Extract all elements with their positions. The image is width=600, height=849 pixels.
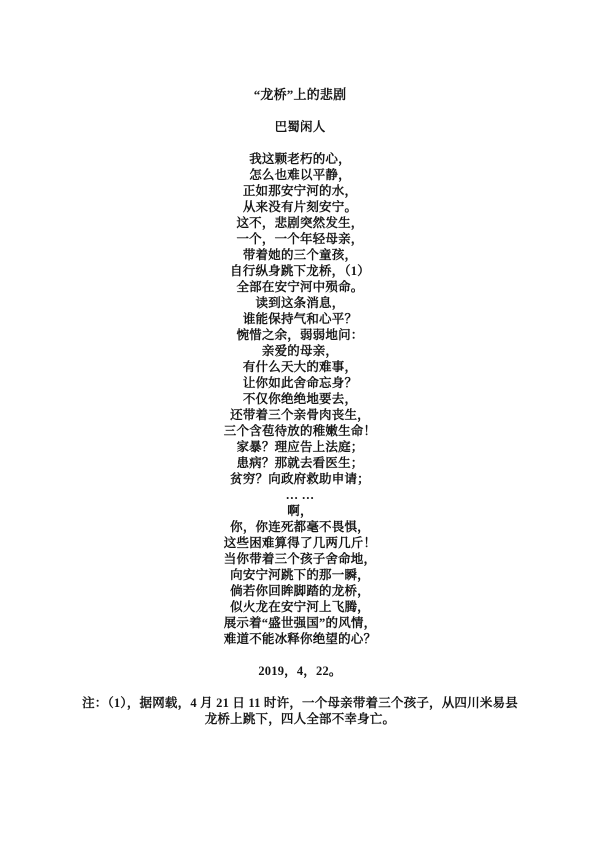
poem-line: 从来没有片刻安宁。 xyxy=(242,200,358,214)
poem-line: 自行纵身跳下龙桥，（1） xyxy=(230,264,370,278)
poem-line: 倘若你回眸脚踏的龙桥， xyxy=(230,584,370,598)
poem-line: 贫穷？向政府救助申请； xyxy=(230,472,370,486)
poem-line: 家暴？理应告上法庭； xyxy=(236,440,364,454)
poem-line: 难道不能冰释你绝望的心？ xyxy=(223,632,377,646)
poem-line: 患病？那就去看医生； xyxy=(236,456,364,470)
poem-line: 不仅你绝绝地要去， xyxy=(242,392,358,406)
poem-line: 正如那安宁河的水， xyxy=(242,184,358,198)
poem-line: 带着她的三个童孩， xyxy=(242,248,358,262)
poem-line: 这不，悲剧突然发生， xyxy=(236,216,364,230)
poem-line: 向安宁河跳下的那一瞬， xyxy=(230,568,370,582)
poem-line: 还带着三个亲骨肉丧生， xyxy=(230,408,370,422)
poem-line: 有什么天大的难事， xyxy=(242,360,358,374)
poem-line: 当你带着三个孩子舍命地， xyxy=(223,552,377,566)
poem-line: 啊， xyxy=(287,504,313,518)
poem-line: … … xyxy=(285,488,315,502)
poem-line: 一个，一个年轻母亲， xyxy=(236,232,364,246)
poem-line: 三个含苞待放的稚嫩生命！ xyxy=(223,424,377,438)
poem-line: 全部在安宁河中殒命。 xyxy=(236,280,364,294)
poem-line: 我这颗老朽的心， xyxy=(249,152,351,166)
poem-line: 怎么也难以平静， xyxy=(249,168,351,182)
author-name: 巴蜀闲人 xyxy=(274,120,326,134)
poem-line: 亲爱的母亲， xyxy=(261,344,339,358)
poem-line: 惋惜之余，弱弱地问： xyxy=(236,328,364,342)
poem-line: 让你如此舍命忘身？ xyxy=(242,376,358,390)
poem-line: 这些困难算得了几两几斤！ xyxy=(223,536,377,550)
poem-line: 似火龙在安宁河上飞腾， xyxy=(230,600,370,614)
poem-line: 谁能保持气和心平？ xyxy=(242,312,358,326)
poem-body xyxy=(0,151,600,647)
page-title: “龙桥”上的悲剧 xyxy=(253,87,347,102)
poem-line: 你，你连死都毫不畏惧， xyxy=(230,520,370,534)
footnote xyxy=(65,695,535,727)
poem-line: 展示着“盛世强国”的风情， xyxy=(223,616,377,630)
date-line: 2019，4，22。 xyxy=(258,664,342,678)
poem-line: 读到这条消息， xyxy=(255,296,345,310)
footnote-line: 注：（1），据网载，4 月 21 日 11 时许，一个母亲带着三个孩子，从四川米易县 xyxy=(82,696,518,710)
footnote-line: 龙桥上跳下，四人全部不幸身亡。 xyxy=(204,712,396,726)
